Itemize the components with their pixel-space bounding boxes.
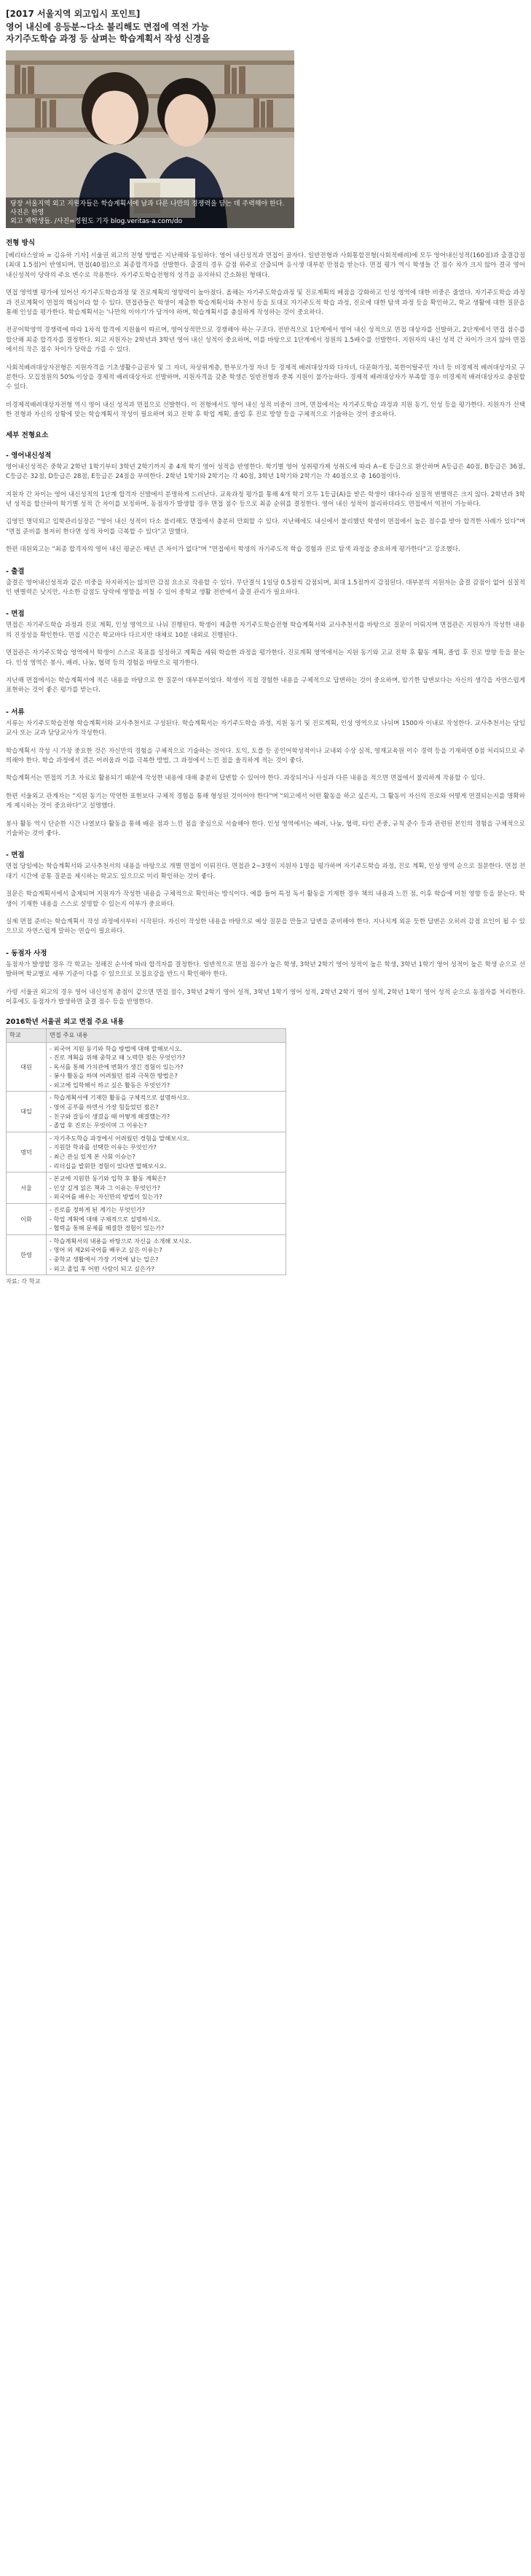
table-row: [7, 1042, 286, 1092]
photo-caption-line-1: 당장 서울지역 외고 지원자들은 학습계획서에 남과 다른 나만의 경쟁력을 담는 데 주력해야 한다. 사진은 한영: [10, 200, 285, 216]
table-cell-content: [47, 1172, 286, 1204]
table-cell-school: 대원: [7, 1042, 47, 1092]
body-paragraph: 지난해 면접에서는 학습계획서에 적은 내용을 바탕으로 한 질문이 대부분이었다. 학생이 직접 경험한 내용을 구체적으로 답변하는 것이 중요하며, 암기한 답변보다는 자신의 생각을 자연스럽게 표현하는 것이 좋은 평가를 받는다.: [6, 676, 525, 694]
table-header-content: 면접 주요 내용: [47, 1028, 286, 1042]
body-paragraph: 면접관은 자기주도학습 영역에서 학생이 스스로 목표를 설정하고 계획을 세워 학습한 과정을 평가한다. 진로계획 영역에서는 지원 동기와 고교 진학 후 활동 계획, 졸업 후 진로 방향 등을 묻는다. 인성 영역은 봉사, 배려, 나눔, 협력 등의 경험을 바탕으로 평가한다.: [6, 649, 525, 667]
table-item: - 최근 관심 있게 본 사회 이슈는?: [50, 1153, 135, 1161]
table-item: - 외국어 지원 동기와 학습 방법에 대해 말해보시오.: [50, 1044, 182, 1052]
table-item: - 리더십을 발휘한 경험이 있다면 말해보시오.: [50, 1162, 167, 1170]
table-item: - 자기주도학습 과정에서 어려웠던 경험을 말해보시오.: [50, 1134, 190, 1142]
table-item: - 본교에 지원한 동기와 입학 후 활동 계획은?: [50, 1175, 166, 1183]
interview-table: [6, 1028, 286, 1276]
section-title: 세부 전형요소: [6, 431, 49, 439]
subsection-title: - 출결: [6, 567, 25, 576]
body-paragraph: 서류는 자기주도학습전형 학습계획서와 교사추천서로 구성된다. 학습계획서는 자기주도학습 과정, 지원 동기 및 진로계획, 인성 영역으로 나뉘며 1500자 이내로 작성한다. 교사추천서는 담임교사 또는 교과 담당교사가 작성한다.: [6, 719, 525, 737]
table-item: - 중학교 생활에서 가장 기억에 남는 일은?: [50, 1255, 159, 1263]
table-source: 자료: 각 학교: [6, 1277, 41, 1285]
table-title: 2016학년 서울권 외고 면접 주요 내용: [6, 1017, 125, 1026]
table-item: - 영어 외 제2외국어를 배우고 싶은 이유는?: [50, 1246, 162, 1254]
table-item: - 외고 졸업 후 어떤 사람이 되고 싶은가?: [50, 1264, 155, 1272]
table-item: - 졸업 후 진로는 무엇이며 그 이유는?: [50, 1121, 147, 1130]
table-item: - 친구와 갈등이 생겼을 때 어떻게 해결했는가?: [50, 1112, 170, 1120]
table-cell-content: [47, 1204, 286, 1235]
table-row: [7, 1204, 286, 1235]
table-item: - 협력을 통해 문제를 해결한 경험이 있는가?: [50, 1224, 165, 1232]
body-paragraph: 사회적배려대상자전형은 지원자격을 기초생활수급권자 및 그 자녀, 차상위계층, 한부모가정 자녀 등 경제적 배려대상자와 다자녀, 다문화가정, 북한이탈주민 자녀 등 비경제적 배려대상자로 구분한다. 모집정원의 50% 이상을 경제적 배려대상자로 선발하며, 지원자격을 갖춘 학생은 일반전형과 중복 지원이 불가능하다. 경제적 배려대상자가 부족할 경우 비경제적 배려대상자로 충원할 수 있다.: [6, 364, 525, 391]
table-item: - 봉사 활동을 하며 어려웠던 점과 극복한 방법은?: [50, 1072, 178, 1080]
table-header-row: [7, 1028, 286, 1042]
table-cell-school: 명덕: [7, 1132, 47, 1172]
table-cell-content: [47, 1092, 286, 1132]
body-paragraph: 지원자 간 차이는 영어 내신성적의 1단계 합격자 선발에서 분명하게 드러난다. 교육과정 평가를 통해 4개 학기 모두 1등급(A)을 받은 학생이 대다수라 실질적 변별력은 크지 않다. 2학년과 3학년 성적을 합산하여 학기별 성적 간 차이를 보정하며, 동점자가 발생할 경우 면접 점수 등으로 최종 순위를 결정한다. 영어 내신 성적이 불리하더라도 면접에서 역전이 가능하다.: [6, 490, 525, 508]
article-headline-2: 자기주도학습 과정 등 살펴는 학습계획서 작성 신경을: [6, 34, 211, 44]
body-paragraph: 비경제적배려대상자전형 역시 영어 내신 성적과 면접으로 선발한다. 이 전형에서도 영어 내신 성적 비중이 크며, 면접에서는 자기주도학습 과정과 지원 동기, 인성 등을 평가한다. 지원자가 선택한 전형과 자신의 상황에 맞는 학습계획서 작성이 필요하며 외고 진학 후 학업 계획, 졸업 후 진로 방향 등을 구체적으로 기술하는 것이 중요하다.: [6, 401, 525, 419]
body-paragraph: 면접은 자기주도학습 과정과 진로 계획, 인성 영역으로 나눠 진행된다. 학생이 제출한 자기주도학습전형 학습계획서와 교사추천서를 바탕으로 질문이 이뤄지며 면접관은 지원자가 작성한 내용의 진정성을 확인한다. 면접 시간은 학교마다 다르지만 대체로 10분 내외로 진행된다.: [6, 622, 525, 639]
article-headline-1: 영어 내신에 응등분~다소 불리해도 면접에 역전 가능: [6, 22, 209, 32]
body-paragraph: 면접 당일에는 학습계획서와 교사추천서의 내용을 바탕으로 개별 면접이 이뤄진다. 면접관 2~3명이 지원자 1명을 평가하며 자기주도학습 과정, 진로 계획, 인성 영역 순으로 질문한다. 면접 전 대기 시간에 공통 질문을 제시하는 학교도 있으므로 미리 확인하는 것이 좋다.: [6, 863, 525, 880]
body-paragraph: 봉사 활동 역시 단순한 시간 나열보다 활동을 통해 배운 점과 느낀 점을 중심으로 서술해야 한다. 인성 영역에서는 배려, 나눔, 협력, 타인 존중, 규칙 준수 등과 관련된 본인의 경험을 구체적으로 기술하는 것이 좋다.: [6, 820, 525, 838]
table-cell-school: 한영: [7, 1234, 47, 1275]
body-paragraph: 실제 면접 준비는 학습계획서 작성 과정에서부터 시작된다. 자신이 작성한 내용을 바탕으로 예상 질문을 만들고 답변을 준비해야 한다. 지나치게 외운 듯한 답변은 오히려 감점 요인이 될 수 있으므로 자연스럽게 말하는 연습이 필요하다.: [6, 918, 525, 936]
body-paragraph: 김영민 명덕외고 입학관리실장은 "영어 내신 성적이 다소 불리해도 면접에서 충분히 만회할 수 있다. 지난해에도 내신에서 불리했던 학생이 면접에서 높은 점수를 받아 합격한 사례가 있다"며 "면접 준비를 철저히 한다면 성적 차이를 극복할 수 있다"고 말했다.: [6, 518, 525, 536]
table-cell-school: 대일: [7, 1092, 47, 1132]
table-cell-content: [47, 1234, 286, 1275]
table-cell-school: 서울: [7, 1172, 47, 1204]
subsection-title: - 면접: [6, 610, 25, 619]
photo-caption: [6, 197, 294, 228]
body-paragraph: 면접 영역별 평가에 있어선 자기주도학습과정 및 진로계획의 영향력이 높아졌다. 올해는 자기주도학습과정 및 진로계획의 배점을 강화하고 인성 영역에 대한 비중은 줄였다. 자기주도학습 과정과 진로계획이 면접의 핵심이라 할 수 있다. 면접관들은 학생이 제출한 학습계획서와 추천서 등을 토대로 자기주도적 학습 과정, 진로에 대한 탐색 과정 등을 확인하고, 학교 생활에 대한 질문을 통해 인성을 평가한다. 학습계획서는 '나만의 이야기'가 담겨야 하며, 학습계획서를 충실하게 작성하는 것이 중요하다.: [6, 289, 525, 317]
body-paragraph: 전공어학영역 경쟁력에 따라 1차적 합격에 지원율이 따르며, 영어성적만으로 경쟁해야 하는 구조다. 전반적으로 1단계에서 영어 내신 성적으로 면접 대상자를 선발하고, 2단계에서 면접 점수를 합산해 최종 합격자를 결정한다. 외고 지원자는 2학년과 3학년 영어 내신 성적이 중요하며, 이를 바탕으로 1단계에서 정원의 1.5배수를 선발한다. 지원자의 내신 성적 간 차이가 크지 않아 면접에서의 작은 점수 차이가 당락을 가를 수 있다.: [6, 326, 525, 354]
table-cell-content: [47, 1042, 286, 1092]
table-row: [7, 1234, 286, 1275]
body-paragraph: 영어내신성적은 중학교 2학년 1학기부터 3학년 2학기까지 총 4개 학기 영어 성적을 반영한다. 학기별 영어 성취평가제 성취도에 따라 A~E 등급으로 환산하며 A등급은 40점, B등급은 36점, C등급은 32점, D등급은 28점, E등급은 24점을 부여한다. 2학년 1학기와 2학기는 각 40점, 3학년 1학기와 2학기는 각 40점으로 총 160점이다.: [6, 463, 525, 481]
body-paragraph: 가령 서울권 외고의 경우 영어 내신성적 총점이 같으면 면접 점수, 3학년 2학기 영어 성적, 3학년 1학기 영어 성적, 2학년 2학기 영어 성적, 2학년 1학기 영어 성적 순으로 동점자를 처리한다. 이후에도 동점자가 발생하면 출결 점수 등을 반영한다.: [6, 988, 525, 1006]
table-item: - 지원한 학과를 선택한 이유는 무엇인가?: [50, 1143, 157, 1151]
section-title: 전형 방식: [6, 239, 36, 247]
table-cell-content: [47, 1132, 286, 1172]
subsection-title: - 서류: [6, 708, 25, 716]
subsection-title: - 면접: [6, 851, 25, 860]
body-paragraph: 출결은 영어내신성적과 같은 비중을 차지하지는 않지만 감점 요소로 작용할 수 있다. 무단결석 1일당 0.5점씩 감점되며, 최대 1.5점까지 감점된다. 대부분의 지원자는 출결 감점이 없어 실질적인 변별력은 낮지만, 사소한 감점도 당락에 영향을 미칠 수 있어 중학교 생활 전반에서 출결 관리가 필요하다.: [6, 579, 525, 596]
table-item: - 학습계획서의 내용을 바탕으로 자신을 소개해 보시오.: [50, 1237, 192, 1245]
table-item: - 진로 계획을 위해 중학교 때 노력한 점은 무엇인가?: [50, 1054, 186, 1062]
body-paragraph: 동점자가 발생할 경우 각 학교는 정해진 순서에 따라 합격자를 결정한다. 일반적으로 면접 점수가 높은 학생, 3학년 2학기 영어 성적이 높은 학생, 3학년 1학기 영어 성적이 높은 학생 순으로 선발하며 학교별로 세부 기준이 다를 수 있으므로 모집요강을 반드시 확인해야 한다.: [6, 960, 525, 979]
table-row: [7, 1132, 286, 1172]
body-paragraph: 한편 대원외고는 "최종 합격자의 영어 내신 평균은 매년 큰 차이가 없다"며 "면접에서 학생의 자기주도적 학습 경험과 진로 탐색 과정을 중요하게 평가한다"고 강조했다.: [6, 546, 460, 554]
body-paragraph: 질문은 학습계획서에서 출제되며 지원자가 작성한 내용을 구체적으로 확인하는 방식이다. 예를 들어 특정 독서 활동을 기재한 경우 책의 내용과 느낀 점, 이후 학습에 미친 영향 등을 묻는다. 학생이 기재한 내용을 스스로 설명할 수 있는지 여부가 중요하다.: [6, 890, 525, 908]
table-row: [7, 1172, 286, 1204]
table-item: - 인상 깊게 읽은 책과 그 이유는 무엇인가?: [50, 1183, 161, 1191]
table-item: - 영어 공부를 하면서 가장 힘들었던 점은?: [50, 1103, 159, 1111]
subsection-title: - 영어내신성적: [6, 451, 52, 460]
body-paragraph: [베리타스알파 = 김유하 기자] 서울권 외고의 전형 방법은 지난해와 동일하다. 영어 내신성적과 면접이 골자다. 일반전형과 사회통합전형(사회적배려)에 모두 영어내신성적(160점)과 출결감점(최대 1.5점)이 반영되며, 면접(40점)으로 최종합격자를 선발한다. 출결의 경우 감점 위주로 산출되며 응시생 대부분 만점을 받는다. 면접 평가 역시 학생들 간 점수 차가 크지 않아 결국 영어 내신성적이 당락의 주요 변수로 작용한다. 자기주도학습전형의 성격을 유지하되 간소화된 형태다.: [6, 252, 525, 279]
article-body: [6, 237, 525, 1008]
table-row: [7, 1092, 286, 1132]
article-kicker: [2017 서울지역 외고입시 포인트]: [6, 9, 141, 19]
body-paragraph: 한편 서울외고 관계자는 "지원 동기는 막연한 표현보다 구체적 경험을 통해 형성된 것이어야 한다"며 "외고에서 어떤 활동을 하고 싶은지, 그 활동이 자신의 진로와 어떻게 연결되는지를 명확하게 제시하는 것이 중요하다"고 설명했다.: [6, 792, 525, 810]
table-item: - 독서를 통해 가치관에 변화가 생긴 경험이 있는가?: [50, 1062, 184, 1070]
body-paragraph: 학습계획서는 면접의 기초 자료로 활용되기 때문에 작성한 내용에 대해 충분히 답변할 수 있어야 한다. 과장되거나 사실과 다른 내용을 적으면 면접에서 불리하게 작용할 수 있다.: [6, 775, 485, 783]
table-item: - 외국어를 배우는 자신만의 방법이 있는가?: [50, 1193, 162, 1201]
table-cell-school: 이화: [7, 1204, 47, 1235]
photo-caption-line-2: 외고 재학생들. /사진=정원도 기자 blog.veritas-a.com/do: [10, 218, 183, 225]
table-item: - 진로를 정하게 된 계기는 무엇인가?: [50, 1206, 146, 1213]
table-item: - 외고에 입학해서 하고 싶은 활동은 무엇인가?: [50, 1081, 170, 1089]
body-paragraph: 학습계획서 작성 시 가장 중요한 것은 자신만의 경험을 구체적으로 기술하는 것이다. 토익, 토플 등 공인어학성적이나 교내외 수상 실적, 영재교육원 이수 경력 등을 기재하면 0점 처리되므로 주의해야 한다. 학습 과정에서 겪은 어려움과 이를 극복한 방법, 그 과정에서 느낀 점을 솔직하게 적는 것이 좋다.: [6, 747, 525, 764]
article-photo: [6, 50, 294, 228]
table-item: - 학업 계획에 대해 구체적으로 설명하시오.: [50, 1215, 162, 1223]
table-item: - 학습계획서에 기재한 활동을 구체적으로 설명하시오.: [50, 1094, 190, 1102]
table-header-school: 학교: [7, 1028, 47, 1042]
subsection-title: - 동점자 사정: [6, 949, 47, 958]
